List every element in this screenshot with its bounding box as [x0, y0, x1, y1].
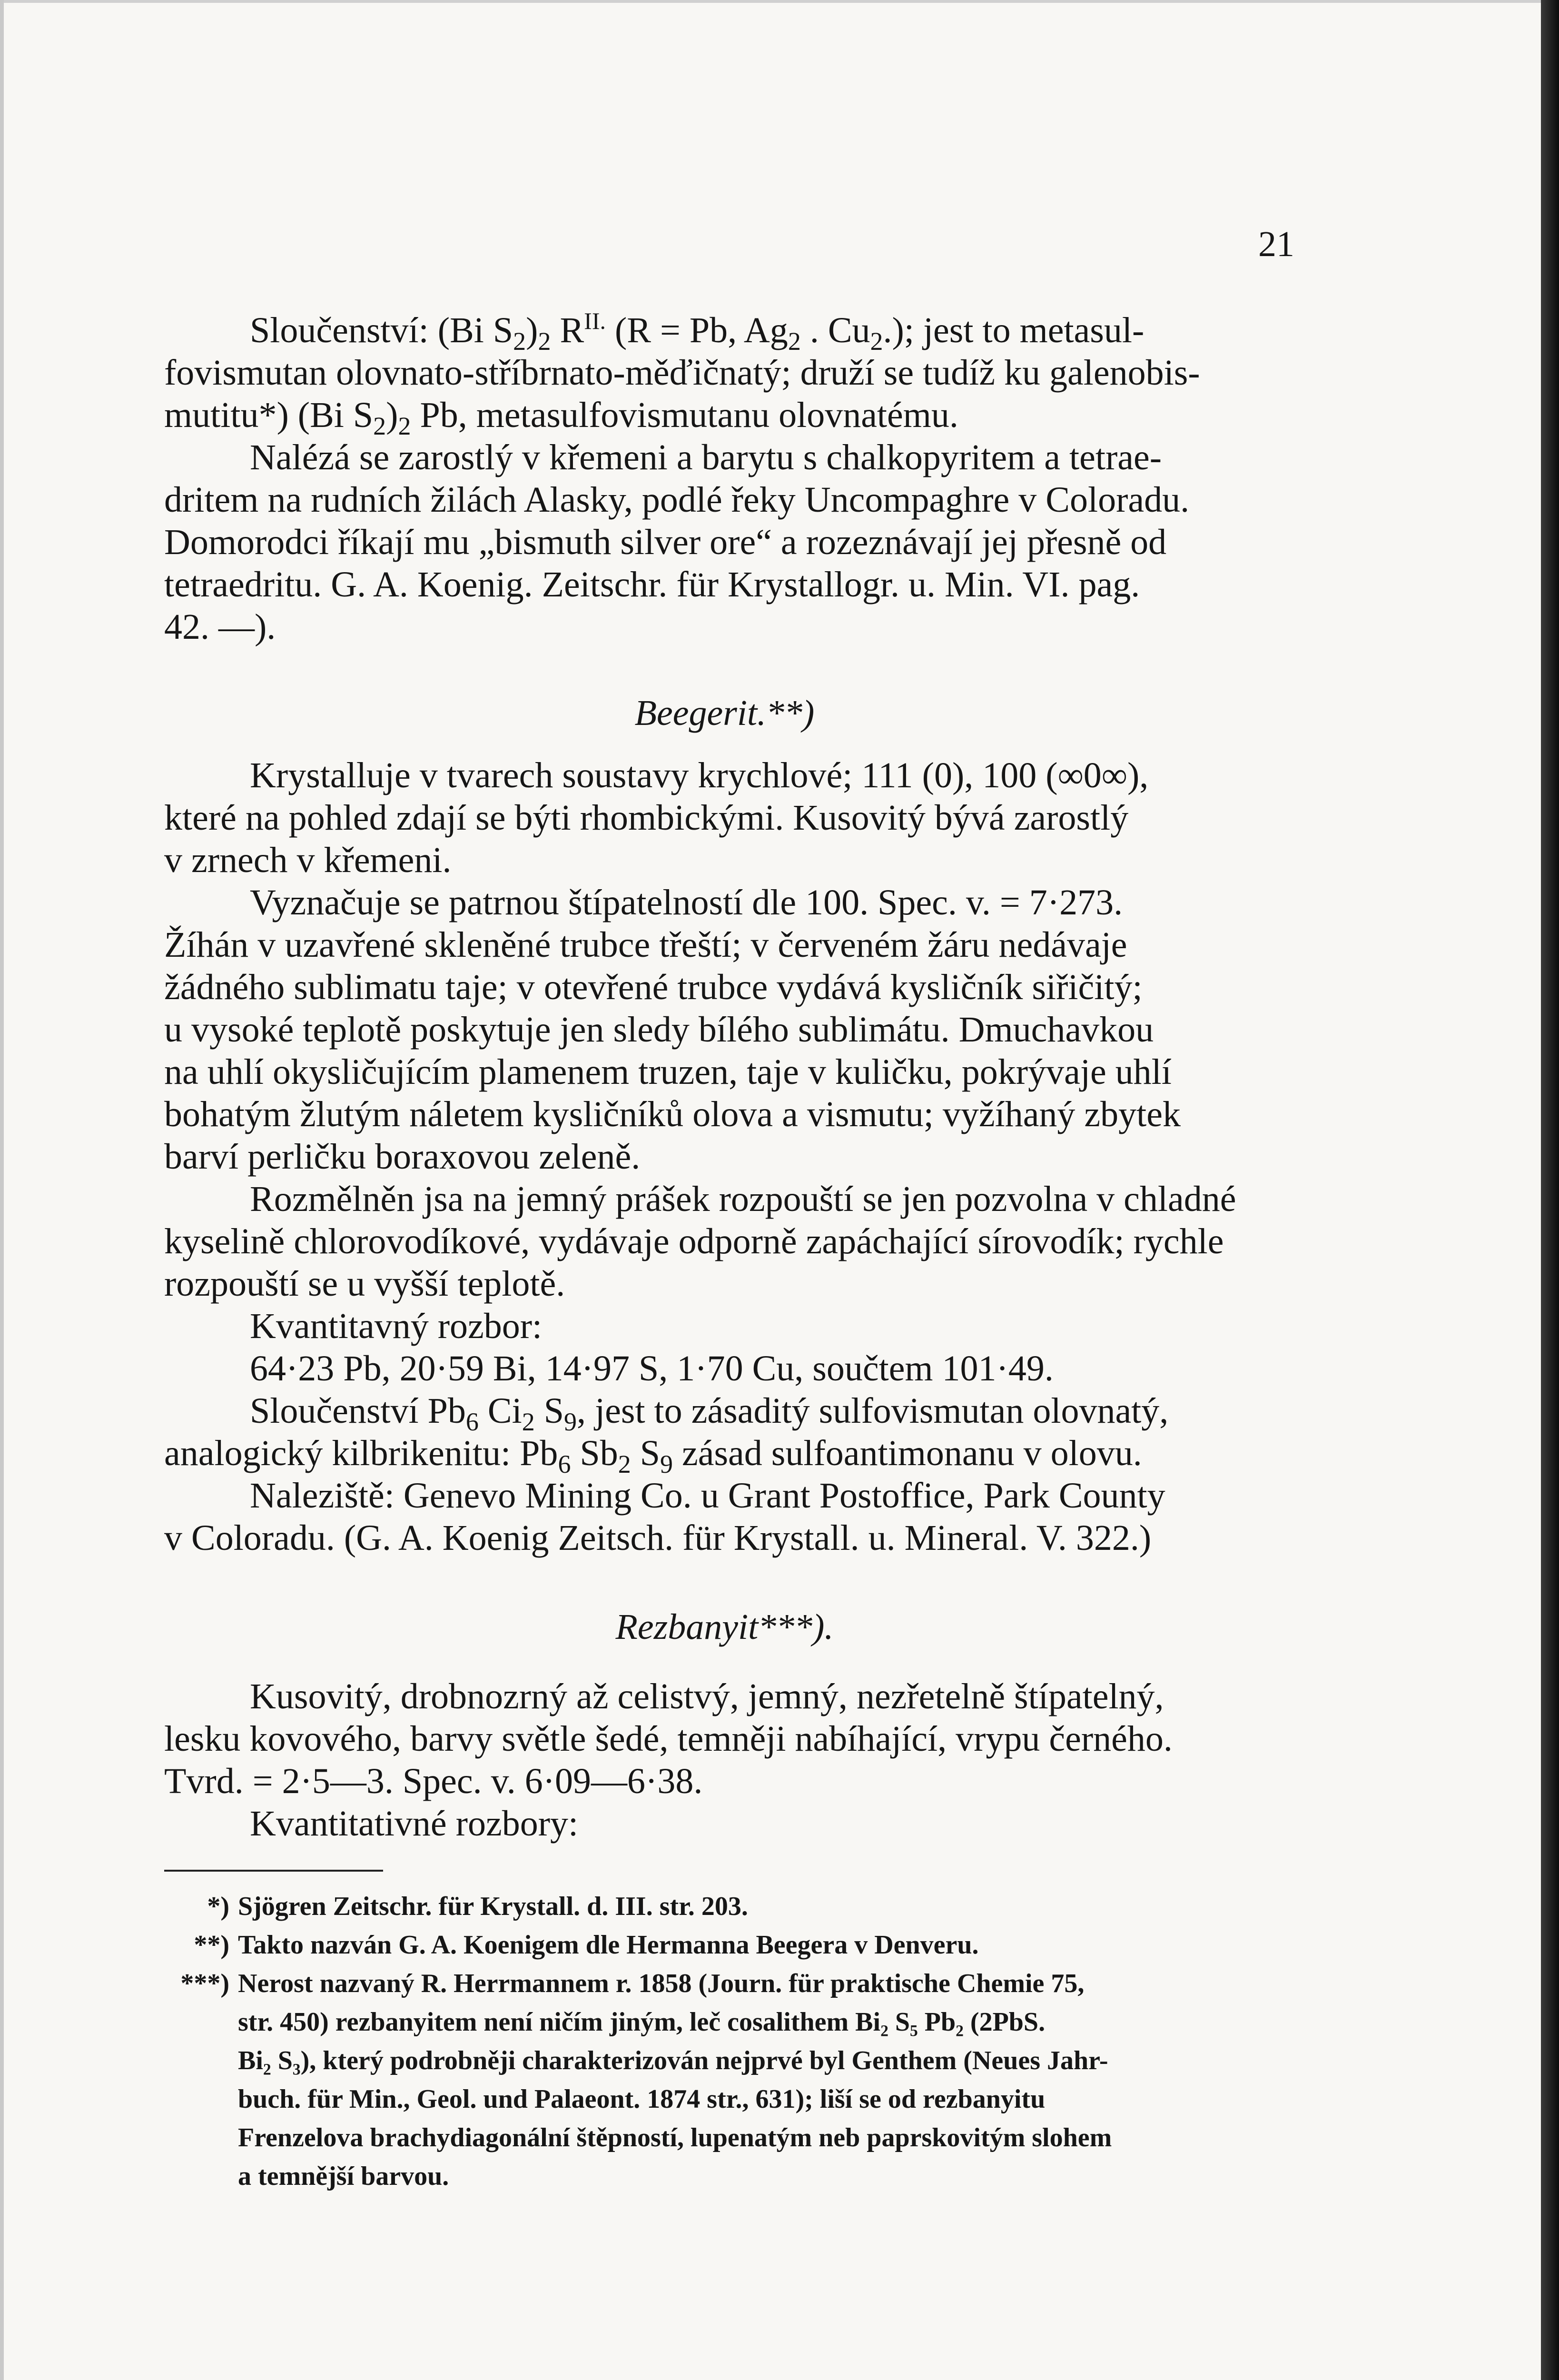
text-line: v zrnech v křemeni.: [164, 840, 452, 880]
subscript: 2: [788, 327, 801, 356]
footnotes: [164, 1887, 1285, 2196]
footnote: [164, 1926, 1285, 1964]
text-line: žádného sublimatu taje; v otevřené trubce vydává kysličník siřičitý;: [164, 967, 1143, 1007]
subscript: 2: [870, 327, 883, 356]
text-line: Naleziště: Genevo Mining Co. u Grant Postoffice, Park County: [250, 1476, 1165, 1516]
text-line: fovismutan olovnato-stříbrnato-měďičnatý; druží se tudíž ku galenobis-: [164, 353, 1200, 393]
text-line: bohatým žlutým náletem kysličníků olova a vismutu; vyžíhaný zbytek: [164, 1094, 1181, 1134]
paragraph-formula: [164, 1390, 1285, 1478]
text-run: . Cu: [800, 310, 870, 350]
text-run: S: [631, 1433, 660, 1473]
subscript: 6: [558, 1450, 571, 1478]
section-rezbanyit: [164, 1676, 1285, 1845]
text-line: barví perličku boraxovou zeleně.: [164, 1137, 641, 1177]
paragraph-analysis-values: [164, 1348, 1285, 1390]
paragraph-composition: [164, 307, 1285, 440]
text-run: Ci: [478, 1391, 522, 1431]
section-heading: Beegerit.**): [634, 693, 815, 733]
subscript: 2: [538, 327, 551, 356]
text-line: u vysoké teplotě poskytuje jen sledy bílého sublimátu. Dmuchavkou: [164, 1010, 1154, 1050]
page-number: 21: [1258, 224, 1294, 264]
text-line: Rozmělněn jsa na jemný prášek rozpouští se jen pozvolna v chladné: [250, 1179, 1236, 1219]
footnote-line: buch. für Min., Geol. und Palaeont. 1874 str., 631); liší se od rezbanyitu: [238, 2084, 1046, 2114]
paragraph-properties: [164, 1676, 1285, 1803]
text-line: na uhlí okysličujícím plamenem truzen, taje v kuličku, pokrývaje uhlí: [164, 1052, 1172, 1092]
text-run: Sloučenství: (Bi S: [250, 310, 513, 350]
text-run: .); jest to metasul-: [883, 310, 1145, 350]
footnote-body: [238, 1964, 1285, 2196]
text-run: mutitu*) (Bi S: [164, 395, 374, 435]
footnote-body: [238, 1926, 1285, 1964]
text-line: v Coloradu. (G. A. Koenig Zeitsch. für Krystall. u. Mineral. V. 322.): [164, 1518, 1152, 1558]
text-run: analogický kilbrikenitu: Pb: [164, 1433, 558, 1473]
text-run: S: [534, 1391, 564, 1431]
text-run: ): [386, 395, 398, 435]
text-line: Kvantitativné rozbory:: [250, 1804, 579, 1844]
section-beegerit: [164, 754, 1285, 1559]
text-line: dritem na rudních žilách Alasky, podlé řeky Uncompaghre v Coloradu.: [164, 480, 1190, 520]
footnote-mark: *): [207, 1892, 229, 1921]
text-line: Krystalluje v tvarech soustavy krychlové; 111 (0), 100 (∞0∞),: [250, 755, 1149, 795]
section-heading: Rezbanyit***).: [615, 1607, 834, 1647]
subscript: 6: [465, 1408, 479, 1436]
paragraph-cleavage: [164, 882, 1285, 924]
text-line: Kusovitý, drobnozrný až celistvý, jemný, nezřetelně štípatelný,: [250, 1676, 1164, 1716]
section-sloucenstvi: [164, 309, 1285, 648]
superscript: II.: [584, 307, 606, 334]
footnote-line: Bi₂ S₃), který podrobněji charakterizován nejprvé byl Genthem (Neues Jahr-: [238, 2046, 1108, 2075]
text-line: lesku kovového, barvy světle šedé, temněji nabíhající, vrypu černého.: [164, 1719, 1173, 1759]
footnote-body: [238, 1887, 1285, 1926]
footnote-line: Sjögren Zeitschr. für Krystall. d. III. str. 203.: [238, 1892, 748, 1921]
footnote-mark: **): [194, 1930, 229, 1960]
text-run: zásad sulfoantimonanu v olovu.: [673, 1433, 1142, 1473]
text-line: rozpouští se u vyšší teplotě.: [164, 1264, 565, 1304]
footnote-line: str. 450) rezbanyitem není ničím jiným, leč cosalithem Bi₂ S₅ Pb₂ (2PbS.: [238, 2007, 1046, 2037]
text-line: Žíhán v uzavřené skleněné trubce třeští; v červeném žáru nedávaje: [164, 925, 1127, 965]
text-line: tetraedritu. G. A. Koenig. Zeitschr. für Krystallogr. u. Min. VI. pag.: [164, 565, 1140, 605]
paragraph-dissolution: [164, 1178, 1285, 1305]
text-run: Sb: [571, 1433, 618, 1473]
scan-edge-right: [1541, 0, 1559, 2380]
footnote-divider: [164, 1870, 383, 1872]
text-line: kyselině chlorovodíkové, vydávaje odporně zapáchající sírovodík; rychle: [164, 1221, 1224, 1261]
text-line: Vyznačuje se patrnou štípatelností dle 100. Spec. v. = 7·273.: [250, 883, 1123, 922]
footnote-line: Frenzelova brachydiagonální štěpností, lupenatým neb paprskovitým slohem: [238, 2123, 1112, 2152]
subscript: 2: [522, 1408, 535, 1436]
subscript: 2: [373, 412, 386, 440]
paragraph-locality: [164, 1475, 1285, 1559]
text-run: (R = Pb, Ag: [605, 310, 788, 350]
text-line: Nalézá se zarostlý v křemeni a barytu s chalkopyritem a tetrae-: [250, 437, 1162, 477]
footnote: [164, 1887, 1285, 1926]
text-line: 42. —).: [164, 607, 276, 647]
subscript: 9: [660, 1450, 673, 1478]
scan-edge-left: [0, 0, 4, 2380]
heading-rezbanyit: [164, 1606, 1285, 1648]
footnote-line: Nerost nazvaný R. Herrmannem r. 1858 (Journ. für praktische Chemie 75,: [238, 1969, 1085, 1998]
footnote: [164, 1964, 1285, 2196]
footnote-line: Takto nazván G. A. Koenigem dle Hermanna Beegera v Denveru.: [238, 1930, 979, 1960]
text-line: Domorodci říkají mu „bismuth silver ore“ a rozeznávají jej přesně od: [164, 522, 1167, 562]
footnote-line: a temnější barvou.: [238, 2162, 449, 2191]
paragraph-analyses-label: [164, 1803, 1285, 1845]
text-run: R: [551, 310, 584, 350]
footnote-mark: ***): [180, 1969, 229, 1998]
paragraph-analysis-label: [164, 1305, 1285, 1348]
scan-edge-top: [0, 0, 1559, 3]
subscript: 2: [513, 327, 526, 356]
paragraph-crystals: [164, 754, 1285, 882]
text-run: ): [526, 310, 538, 350]
paragraph-heating: [164, 924, 1285, 1178]
text-run: Pb, metasulfovismutanu olovnatému.: [411, 395, 958, 435]
text-line: Kvantitavný rozbor:: [250, 1306, 543, 1346]
text-line: Tvrd. = 2·5—3. Spec. v. 6·09—6·38.: [164, 1761, 703, 1801]
subscript: 2: [618, 1450, 631, 1478]
subscript: 2: [398, 412, 411, 440]
heading-beegerit: [164, 693, 1285, 734]
text-line: které na pohled zdají se býti rhombickými. Kusovitý bývá zarostlý: [164, 798, 1129, 838]
text-run: , jest to zásaditý sulfovismutan olovnatý,: [577, 1391, 1169, 1431]
text-run: Sloučenství Pb: [250, 1391, 466, 1431]
text-line: 64·23 Pb, 20·59 Bi, 14·97 S, 1·70 Cu, součtem 101·49.: [250, 1349, 1054, 1388]
subscript: 9: [564, 1408, 577, 1436]
paragraph-occurrence: [164, 436, 1285, 648]
